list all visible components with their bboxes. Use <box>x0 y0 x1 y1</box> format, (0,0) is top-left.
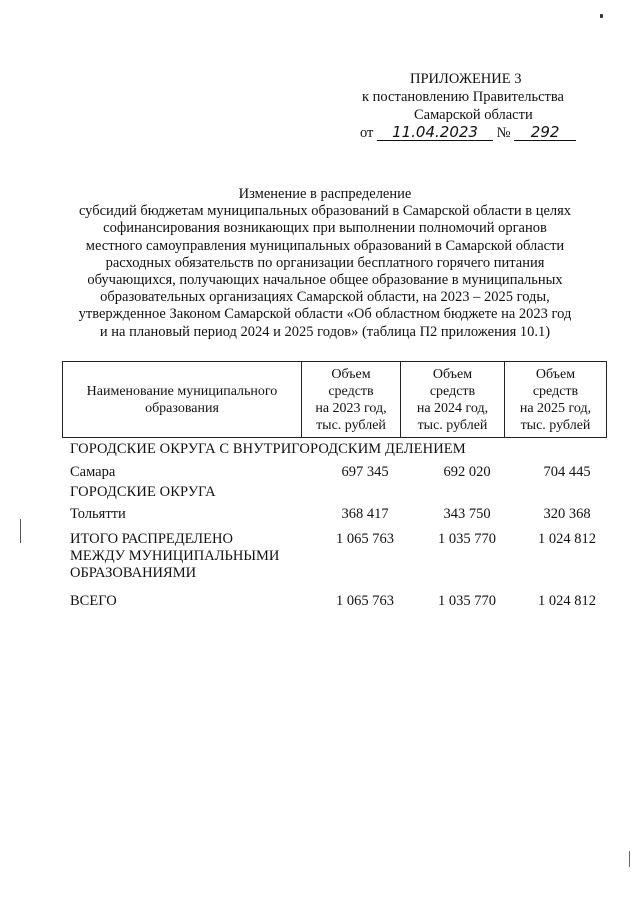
group-heading: ГОРОДСКИЕ ОКРУГА <box>70 484 216 500</box>
header-label: средств <box>328 383 374 399</box>
header-2023 <box>301 361 401 438</box>
value-2023: 697 345 <box>341 464 389 480</box>
value-2024: 1 035 770 <box>438 593 496 609</box>
document-title <box>40 186 610 341</box>
appendix-reference: к постановлению Правительства <box>362 89 564 105</box>
title-line: местного самоуправления муниципальных образований в Самарской области <box>85 237 565 254</box>
row-name: Тольятти <box>70 506 126 522</box>
appendix-date-line <box>360 124 576 142</box>
title-line: обучающихся, получающих начальное общее образование в муниципальных <box>87 272 563 289</box>
value-2025: 320 368 <box>543 506 591 522</box>
header-label: тыс. рублей <box>417 417 488 433</box>
title-line: расходных обязательств по организации бесплатного горячего питания <box>105 254 545 271</box>
row-name: ВСЕГО <box>70 593 117 609</box>
group-heading: ГОРОДСКИЕ ОКРУГА С ВНУТРИГОРОДСКИМ ДЕЛЕНИЕМ <box>70 441 466 457</box>
header-label: на 2023 год, <box>315 400 387 416</box>
title-line: образовательных организациях Самарской области, на 2023 – 2025 годы, <box>100 289 550 306</box>
header-label: Объем <box>331 366 371 382</box>
header-label: Наименование муниципального <box>86 383 278 399</box>
value-2025: 704 445 <box>543 464 591 480</box>
row-name: Самара <box>70 464 116 480</box>
title-line: субсидий бюджетам муниципальных образований в Самарской области в целях <box>78 203 572 220</box>
row-name <box>70 531 315 582</box>
header-label: тыс. рублей <box>520 417 591 433</box>
number-prefix: № <box>496 125 511 141</box>
handwritten-date: 11.04.2023 <box>377 124 493 141</box>
row-name-line: МЕЖДУ МУНИЦИПАЛЬНЫМИ <box>70 548 280 564</box>
value-2024: 692 020 <box>443 464 491 480</box>
row-name-line: ОБРАЗОВАНИЯМИ <box>70 565 197 581</box>
table-header <box>62 361 607 438</box>
header-2024 <box>400 361 505 438</box>
title-line: софинансирования возникающих при выполнении полномочий органов <box>103 220 547 237</box>
value-2023: 368 417 <box>341 506 389 522</box>
value-2024: 1 035 770 <box>438 531 496 547</box>
value-2023: 1 065 763 <box>336 531 394 547</box>
header-label: Объем <box>535 366 576 382</box>
header-label: образования <box>145 400 219 416</box>
header-municipality <box>62 361 302 438</box>
corner-mark <box>600 14 603 18</box>
value-2025: 1 024 812 <box>538 593 596 609</box>
value-2024: 343 750 <box>443 506 491 522</box>
margin-mark <box>629 851 630 867</box>
header-2025 <box>504 361 607 438</box>
header-label: на 2024 год, <box>416 400 489 416</box>
value-2025: 1 024 812 <box>538 531 596 547</box>
margin-mark <box>20 519 21 543</box>
handwritten-number: 292 <box>514 124 576 141</box>
appendix-title: ПРИЛОЖЕНИЕ 3 <box>410 71 522 87</box>
header-label: средств <box>532 383 579 399</box>
title-line: Изменение в распределение <box>238 186 412 202</box>
appendix-region: Самарской области <box>414 107 533 123</box>
header-label: на 2025 год, <box>519 400 592 416</box>
title-line: и на плановый период 2024 и 2025 годов» (таблица П2 приложения 10.1) <box>99 323 551 340</box>
header-label: средств <box>429 383 476 399</box>
date-prefix: от <box>360 125 374 141</box>
title-line: утвержденное Законом Самарской области «Об областном бюджете на 2023 год <box>78 306 572 323</box>
row-name-line: ИТОГО РАСПРЕДЕЛЕНО <box>70 531 233 547</box>
header-label: Объем <box>432 366 473 382</box>
value-2023: 1 065 763 <box>336 593 394 609</box>
header-label: тыс. рублей <box>316 417 386 433</box>
